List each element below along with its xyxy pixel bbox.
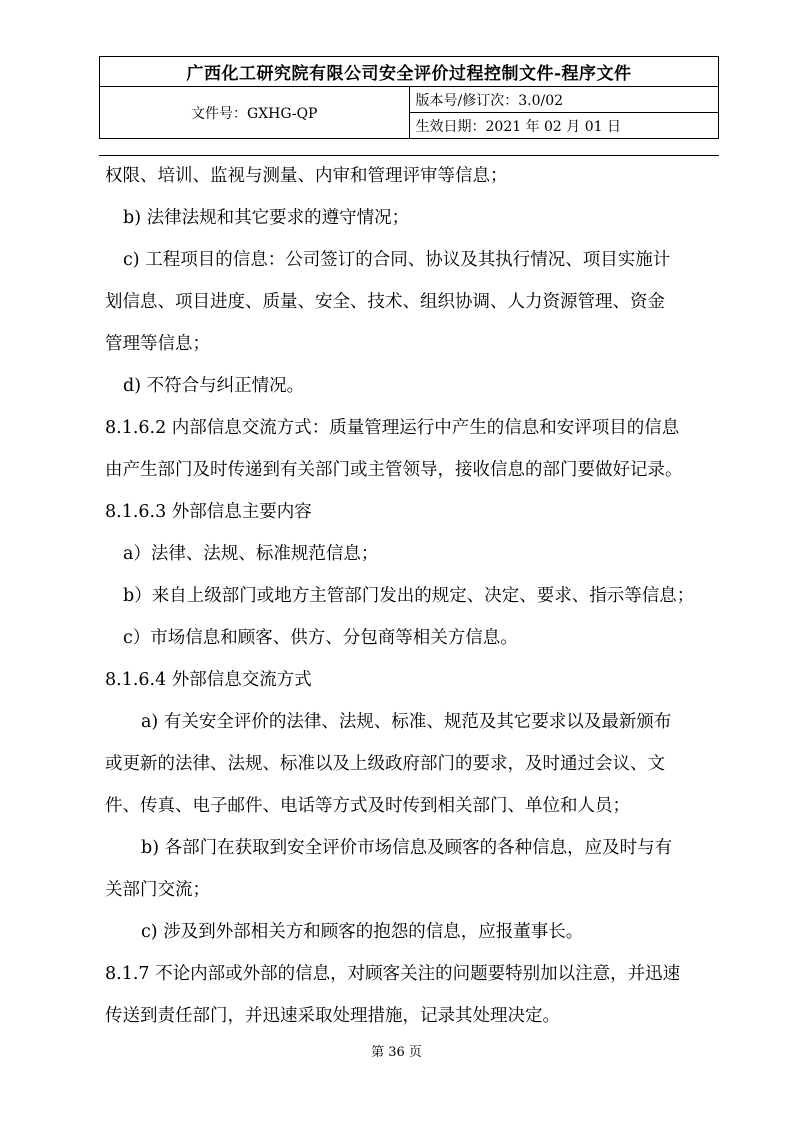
- body-line: c）市场信息和顾客、供方、分包商等相关方信息。: [123, 628, 518, 648]
- body-line: 件、传真、电子邮件、电话等方式及时传到相关部门、单位和人员；: [105, 796, 630, 816]
- document-header: [99, 56, 719, 139]
- section-8-1-6-4: 8.1.6.4 外部信息交流方式: [105, 670, 312, 690]
- body-line: b) 各部门在获取到安全评价市场信息及顾客的各种信息，应及时与有: [141, 838, 673, 858]
- document-title: 广西化工研究院有限公司安全评价过程控制文件-程序文件: [100, 57, 719, 87]
- version-revision: 版本号/修订次：3.0/02: [409, 87, 719, 113]
- body-line: 由产生部门及时传递到有关部门或主管领导，接收信息的部门要做好记录。: [105, 460, 683, 480]
- body-line: 管理等信息；: [105, 334, 210, 354]
- body-line: a）法律、法规、标准规范信息；: [123, 544, 379, 564]
- body-line: 传送到责任部门，并迅速采取处理措施，记录其处理决定。: [105, 1006, 560, 1026]
- body-line: c) 涉及到外部相关方和顾客的抱怨的信息，应报董事长。: [141, 922, 584, 942]
- body-line: b）来自上级部门或地方主管部门发出的规定、决定、要求、指示等信息；: [123, 586, 695, 606]
- body-line: 或更新的法律、法规、标准以及上级政府部门的要求，及时通过会议、文: [105, 754, 665, 774]
- document-number: 文件号：GXHG-QP: [100, 87, 410, 139]
- section-8-1-6-3: 8.1.6.3 外部信息主要内容: [105, 502, 312, 522]
- section-8-1-7: 8.1.7 不论内部或外部的信息，对顾客关注的问题要特别加以注意，并迅速: [105, 964, 681, 984]
- body-line: 关部门交流；: [105, 880, 210, 900]
- document-body: [105, 155, 715, 1037]
- section-8-1-6-2: 8.1.6.2 内部信息交流方式：质量管理运行中产生的信息和安评项目的信息: [105, 418, 680, 438]
- body-line: c) 工程项目的信息：公司签订的合同、协议及其执行情况、项目实施计: [123, 250, 671, 270]
- body-line: 划信息、项目进度、质量、安全、技术、组织协调、人力资源管理、资金: [105, 292, 665, 312]
- body-line: 权限、培训、监视与测量、内审和管理评审等信息；: [105, 166, 508, 186]
- body-line: d) 不符合与纠正情况。: [123, 376, 305, 396]
- effective-date: 生效日期：2021 年 02 月 01 日: [409, 113, 719, 139]
- body-line: a) 有关安全评价的法律、法规、标准、规范及其它要求以及最新颁布: [141, 712, 672, 732]
- page-number: 第 36 页: [371, 1045, 422, 1060]
- body-line: b) 法律法规和其它要求的遵守情况；: [123, 208, 410, 228]
